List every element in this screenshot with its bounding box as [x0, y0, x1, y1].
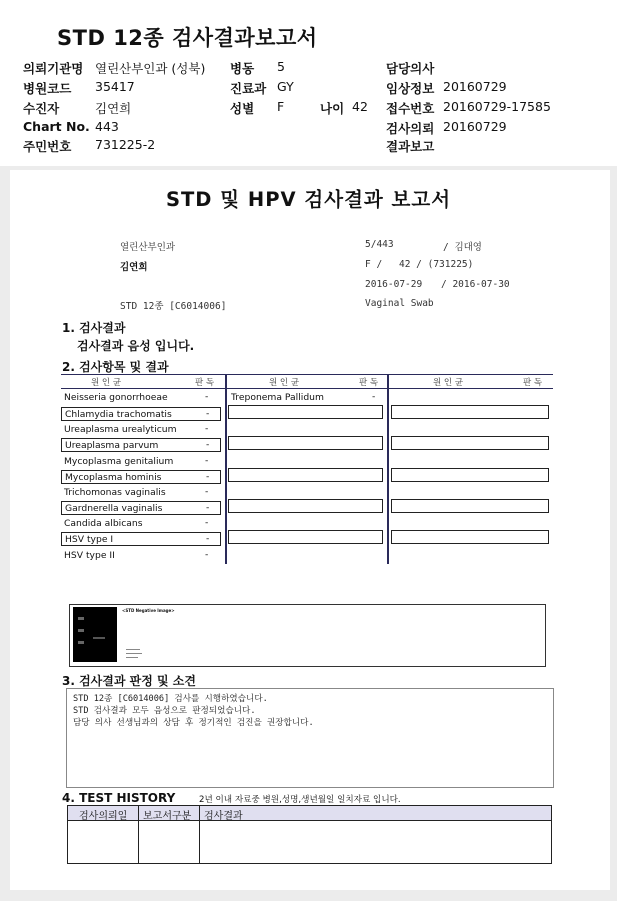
- opinion-line: STD 검사결과 모두 음성으로 판정되었습니다.: [73, 706, 256, 716]
- test-result: -: [206, 533, 210, 544]
- test-item-row: [61, 501, 221, 515]
- header-value: 김연희: [95, 101, 132, 116]
- image-caption: <STD Negative Image>: [122, 608, 175, 613]
- doctor-name: / 김대영: [443, 242, 482, 253]
- history-header: [68, 806, 551, 821]
- organism-name: Treponema Pallidum: [231, 392, 324, 403]
- patient-sex: F /: [365, 259, 383, 270]
- header-value: F: [277, 99, 285, 114]
- date-to: / 2016-07-30: [441, 279, 510, 290]
- empty-result-box: [391, 436, 549, 450]
- organism-name: HSV type I: [65, 534, 114, 545]
- header-value: 20160729: [443, 79, 507, 94]
- report-title: STD 12종 검사결과보고서: [57, 26, 318, 50]
- header-label: Chart No.: [23, 119, 90, 134]
- header-label: 결과보고: [386, 139, 435, 154]
- header-label: 임상정보: [386, 81, 435, 96]
- organism-name: Ureaplasma parvum: [65, 440, 159, 451]
- header-value: 5: [277, 59, 285, 74]
- test-item-row: [61, 532, 221, 546]
- header-value: 42: [352, 99, 368, 114]
- test-result: -: [205, 423, 209, 434]
- test-code: STD 12종 [C6014006]: [120, 301, 227, 312]
- col-judge-label: 판 독: [523, 378, 543, 388]
- history-table: [67, 805, 552, 864]
- table-header-col3: [389, 374, 553, 389]
- header-value: 731225-2: [95, 137, 156, 152]
- organism-name: Trichomonas vaginalis: [64, 487, 166, 498]
- header-label: 병원코드: [23, 81, 72, 96]
- organism-name: Candida albicans: [64, 518, 143, 529]
- header-value: 35417: [95, 79, 135, 94]
- opinion-line: 담당 의사 선생님과의 상담 후 정기적인 검진을 권장합니다.: [73, 718, 314, 728]
- empty-result-box: [228, 405, 383, 419]
- result-image-panel: [69, 604, 546, 667]
- test-result: -: [205, 455, 209, 466]
- test-item-row: [61, 517, 221, 531]
- test-item-row: [61, 470, 221, 484]
- header-label: 접수번호: [386, 101, 435, 116]
- test-result: -: [206, 471, 210, 482]
- table-divider: [387, 374, 389, 564]
- test-item-row: [61, 549, 221, 563]
- organism-name: Chlamydia trachomatis: [65, 409, 172, 420]
- header-value: 20160729: [443, 119, 507, 134]
- history-col-divider: [138, 806, 139, 863]
- col-organism-label: 원 인 균: [269, 378, 300, 388]
- history-note: 2년 이내 자료중 병원,성명,생년월일 일치자료 입니다.: [199, 795, 401, 805]
- patient-age-id: 42 / (731225): [399, 259, 474, 270]
- empty-result-box: [391, 530, 549, 544]
- organism-name: Neisseria gonorrhoeae: [64, 392, 168, 403]
- header-label: 의뢰기관명: [23, 61, 84, 76]
- header-value: 열린산부인과 (성북): [95, 61, 206, 76]
- empty-result-box: [228, 530, 383, 544]
- col-judge-label: 판 독: [195, 378, 215, 388]
- date-from: 2016-07-29: [365, 279, 423, 290]
- history-col-result: 검사결과: [204, 811, 243, 822]
- header-label: 진료과: [230, 81, 267, 96]
- table-header-col2: [227, 374, 387, 389]
- test-item-row: [61, 423, 221, 437]
- table-divider: [225, 374, 227, 564]
- test-item-row: [61, 407, 221, 421]
- test-result: -: [206, 439, 210, 450]
- empty-result-box: [391, 468, 549, 482]
- empty-result-box: [228, 499, 383, 513]
- opinion-line: STD 12종 [C6014006] 검사를 시행하였습니다.: [73, 694, 268, 704]
- header-label: 병동: [230, 61, 255, 76]
- header-label: 주민번호: [23, 139, 72, 154]
- organism-name: HSV type II: [64, 550, 115, 561]
- header-label: 담당의사: [386, 61, 435, 76]
- header-value: 20160729-17585: [443, 99, 551, 114]
- test-result: -: [205, 486, 209, 497]
- empty-result-box: [228, 468, 383, 482]
- header-label: 나이: [320, 101, 345, 116]
- section3-heading: 3. 검사결과 판정 및 소견: [62, 674, 196, 688]
- header-label: 수진자: [23, 101, 60, 116]
- empty-result-box: [391, 405, 549, 419]
- specimen: Vaginal Swab: [365, 298, 434, 309]
- patient-name: 김연희: [120, 262, 148, 273]
- header-value: GY: [277, 79, 294, 94]
- test-item-row: [61, 455, 221, 469]
- test-result: -: [205, 517, 209, 528]
- test-item-row: [61, 438, 221, 452]
- empty-result-box: [391, 499, 549, 513]
- table-header-col1: [61, 374, 225, 389]
- header-label: 성별: [230, 101, 255, 116]
- test-result: -: [206, 502, 210, 513]
- organism-name: Ureaplasma urealyticum: [64, 424, 177, 435]
- ward-number: 5/443: [365, 239, 394, 250]
- organism-name: Mycoplasma genitalium: [64, 456, 174, 467]
- history-col-type: 보고서구분: [143, 811, 192, 822]
- history-col-divider: [199, 806, 200, 863]
- empty-result-box: [228, 436, 383, 450]
- col-judge-label: 판 독: [359, 378, 379, 388]
- test-item-row: [61, 391, 221, 405]
- result-image: [73, 607, 117, 662]
- organism-name: Mycoplasma hominis: [65, 472, 162, 483]
- organism-name: Gardnerella vaginalis: [65, 503, 163, 514]
- clinic-name: 열린산부인과: [120, 242, 176, 253]
- section2-heading: 2. 검사항목 및 결과: [62, 360, 169, 374]
- history-col-date: 검사의뢰일: [79, 811, 128, 822]
- test-result: -: [206, 408, 210, 419]
- test-item-row: [228, 391, 386, 405]
- section1-heading: 1. 검사결과: [62, 321, 126, 335]
- header-label: 검사의뢰: [386, 121, 435, 136]
- section4-heading: 4. TEST HISTORY: [62, 791, 176, 805]
- result-summary: 검사결과 음성 입니다.: [77, 339, 195, 353]
- test-result: -: [205, 391, 209, 402]
- report-page-title: STD 및 HPV 검사결과 보고서: [165, 188, 452, 211]
- col-organism-label: 원 인 균: [91, 378, 122, 388]
- header-value: 443: [95, 119, 119, 134]
- test-result: -: [205, 549, 209, 560]
- col-organism-label: 원 인 균: [433, 378, 464, 388]
- test-result: -: [372, 391, 376, 402]
- test-item-row: [61, 486, 221, 500]
